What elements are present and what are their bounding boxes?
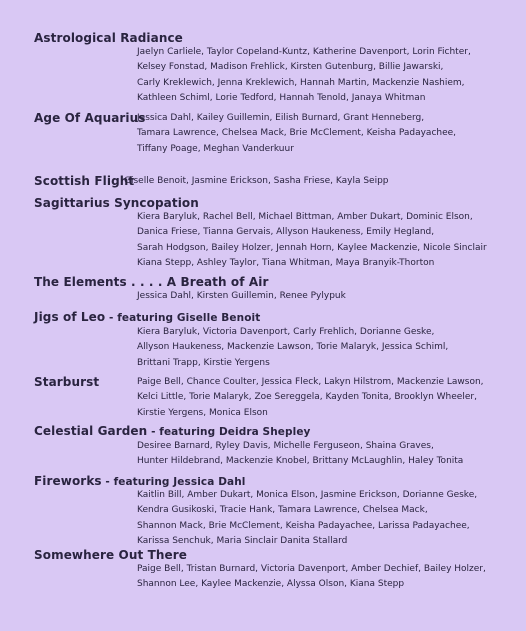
- names-line: Desiree Barnard, Ryley Davis, Michelle Ferguseon, Shaina Graves,: [137, 441, 434, 451]
- section-title: Astrological Radiance: [34, 31, 183, 45]
- names-line: Jessica Dahl, Kirsten Guillemin, Renee Pylypuk: [137, 291, 346, 301]
- names-line: Allyson Haukeness, Mackenzie Lawson, Torie Malaryk, Jessica Schiml,: [137, 342, 449, 353]
- section-title: Starburst: [34, 375, 100, 389]
- names-line: Tamara Lawrence, Chelsea Mack, Brie McClement, Keisha Padayachee,: [137, 128, 457, 139]
- names-line: Karissa Senchuk, Maria Sinclair Danita Stallard: [137, 536, 348, 547]
- section-title: Somewhere Out There: [34, 548, 188, 562]
- names-line: Shannon Lee, Kaylee Mackenzie, Alyssa Olson, Kiana Stepp: [137, 579, 405, 590]
- names-list: [137, 488, 497, 550]
- names-line: Kendra Gusikoski, Tracie Hank, Tamara Lawrence, Chelsea Mack,: [137, 505, 428, 516]
- section-title: [34, 474, 245, 488]
- names-line: Kaitlin Bill, Amber Dukart, Monica Elson, Jasmine Erickson, Dorianne Geske,: [137, 490, 478, 500]
- featuring-text: - featuring Jessica Dahl: [101, 476, 246, 488]
- names-list: [137, 325, 497, 371]
- names-line: Paige Bell, Chance Coulter, Jessica Fleck, Lakyn Hilstrom, Mackenzie Lawson,: [137, 377, 484, 387]
- names-line: Kirstie Yergens, Monica Elson: [137, 407, 268, 418]
- names-line: Kiana Stepp, Ashley Taylor, Tiana Whitman, Maya Branyik-Thorton: [137, 258, 435, 269]
- names-line: Hunter Hildebrand, Mackenzie Knobel, Brittany McLaughlin, Haley Tonita: [137, 456, 464, 467]
- names-line: Giselle Benoit, Jasmine Erickson, Sasha Friese, Kayla Seipp: [124, 176, 389, 186]
- names-list: [137, 45, 497, 107]
- featuring-text: - featuring Giselle Benoit: [105, 312, 261, 324]
- section-title-main: Jigs of Leo: [34, 310, 106, 324]
- section-title: Age Of Aquarius: [34, 111, 146, 125]
- names-list: [137, 210, 497, 272]
- names-line: Jessica Dahl, Kailey Guillemin, Eilish Burnard, Grant Henneberg,: [137, 113, 425, 123]
- names-line: Kathleen Schiml, Lorie Tedford, Hannah Tenold, Janaya Whitman: [137, 93, 426, 104]
- names-line: Tiffany Poage, Meghan Vanderkuur: [137, 143, 294, 154]
- names-line: Kiera Baryluk, Victoria Davenport, Carly Frehlich, Dorianne Geske,: [137, 327, 435, 337]
- names-line: Kelci Little, Torie Malaryk, Zoe Sereggela, Kayden Tonita, Brooklyn Wheeler,: [137, 392, 477, 403]
- section-title: [34, 424, 311, 438]
- names-list: [137, 375, 497, 421]
- section-title-main: Fireworks: [34, 474, 102, 488]
- section-title-main: Celestial Garden: [34, 424, 148, 438]
- names-list: [137, 439, 497, 470]
- names-list: [124, 174, 484, 189]
- names-line: Kelsey Fonstad, Madison Frehlick, Kirsten Gutenburg, Billie Jawarski,: [137, 62, 444, 73]
- names-list: [137, 111, 497, 157]
- names-line: Brittani Trapp, Kirstie Yergens: [137, 357, 270, 368]
- featuring-text: - featuring Deidra Shepley: [147, 426, 311, 438]
- names-line: Kiera Baryluk, Rachel Bell, Michael Bittman, Amber Dukart, Dominic Elson,: [137, 212, 473, 222]
- names-line: Jaelyn Carliele, Taylor Copeland-Kuntz, Katherine Davenport, Lorin Fichter,: [137, 47, 471, 57]
- names-line: Shannon Mack, Brie McClement, Keisha Padayachee, Larissa Padayachee,: [137, 520, 470, 531]
- section-title: [34, 310, 260, 324]
- names-line: Danica Friese, Tianna Gervais, Allyson Haukeness, Emily Hegland,: [137, 227, 435, 238]
- names-line: Sarah Hodgson, Bailey Holzer, Jennah Horn, Kaylee Mackenzie, Nicole Sinclair: [137, 242, 487, 253]
- names-line: Paige Bell, Tristan Burnard, Victoria Davenport, Amber Dechief, Bailey Holzer,: [137, 564, 486, 574]
- names-list: [137, 289, 497, 304]
- names-line: Carly Kreklewich, Jenna Kreklewich, Hannah Martin, Mackenzie Nashiem,: [137, 77, 465, 88]
- section-title: The Elements . . . . A Breath of Air: [34, 275, 269, 289]
- section-title: Scottish Flight: [34, 174, 135, 188]
- section-title: Sagittarius Syncopation: [34, 196, 199, 210]
- names-list: [137, 562, 497, 593]
